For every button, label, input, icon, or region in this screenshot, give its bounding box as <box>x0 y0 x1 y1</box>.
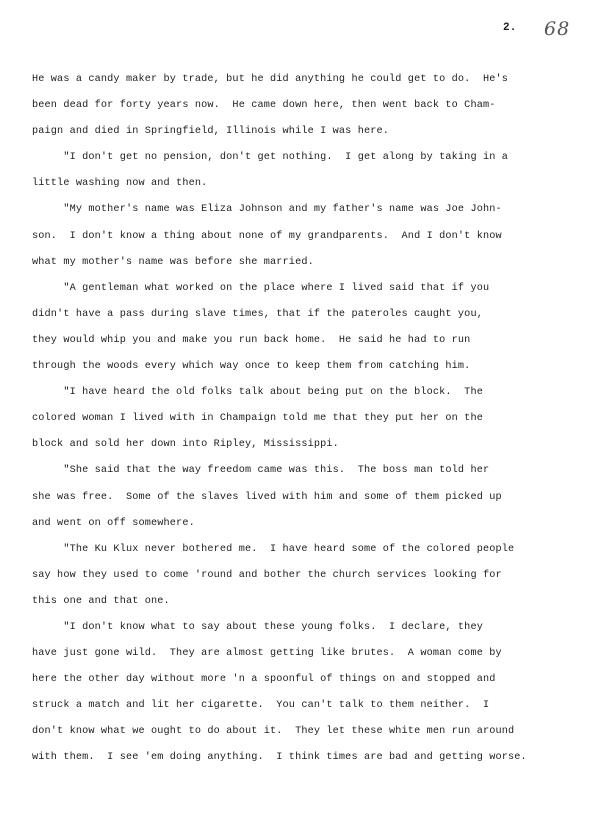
text-line: what my mother's name was before she married. <box>32 256 314 268</box>
text-line: she was free. Some of the slaves lived with him and some of them picked up <box>32 491 502 503</box>
text-line: through the woods every which way once to keep them from catching him. <box>32 361 471 373</box>
text-line: "I don't know what to say about these young folks. I declare, they <box>32 621 483 633</box>
text-line: with them. I see 'em doing anything. I think times are bad and getting worse. <box>32 752 527 764</box>
text-line: He was a candy maker by trade, but he did anything he could get to do. He's <box>32 74 509 85</box>
text-line: block and sold her down into Ripley, Mississippi. <box>32 439 339 451</box>
text-line: struck a match and lit her cigarette. You can't talk to them neither. I <box>32 700 490 712</box>
text-line: "A gentleman what worked on the place where I lived said that if you <box>32 282 490 294</box>
text-line: colored woman I lived with in Champaign told me that they put her on the <box>32 413 483 425</box>
text-line: little washing now and then. <box>32 178 208 190</box>
text-line: been dead for forty years now. He came down here, then went back to Cham- <box>32 100 496 112</box>
text-line: they would whip you and make you run back home. He said he had to run <box>32 334 471 346</box>
text-line: this one and that one. <box>32 595 170 607</box>
text-line: and went on off somewhere. <box>32 517 195 529</box>
text-line: "My mother's name was Eliza Johnson and my father's name was Joe John- <box>32 204 502 216</box>
text-line: here the other day without more 'n a spoonful of things on and stopped and <box>32 674 496 686</box>
text-line: didn't have a pass during slave times, that if the pateroles caught you, <box>32 308 483 320</box>
handwritten-page-number: 68 <box>544 18 571 40</box>
text-line: son. I don't know a thing about none of my grandparents. And I don't know <box>32 230 502 242</box>
text-line: paign and died in Springfield, Illinois while I was here. <box>32 126 390 138</box>
text-line: say how they used to come 'round and bother the church services looking for <box>32 569 502 581</box>
text-line: "I don't get no pension, don't get nothing. I get along by taking in a <box>32 152 509 164</box>
text-line: "She said that the way freedom came was this. The boss man told her <box>32 465 490 477</box>
text-line: "I have heard the old folks talk about being put on the block. The <box>32 387 483 399</box>
page-number: 2. <box>503 22 517 34</box>
document-body <box>32 67 552 772</box>
text-line: "The Ku Klux never bothered me. I have heard some of the colored people <box>32 543 515 555</box>
text-line: have just gone wild. They are almost getting like brutes. A woman come by <box>32 648 502 660</box>
text-line: don't know what we ought to do about it. They let these white men run around <box>32 726 515 738</box>
